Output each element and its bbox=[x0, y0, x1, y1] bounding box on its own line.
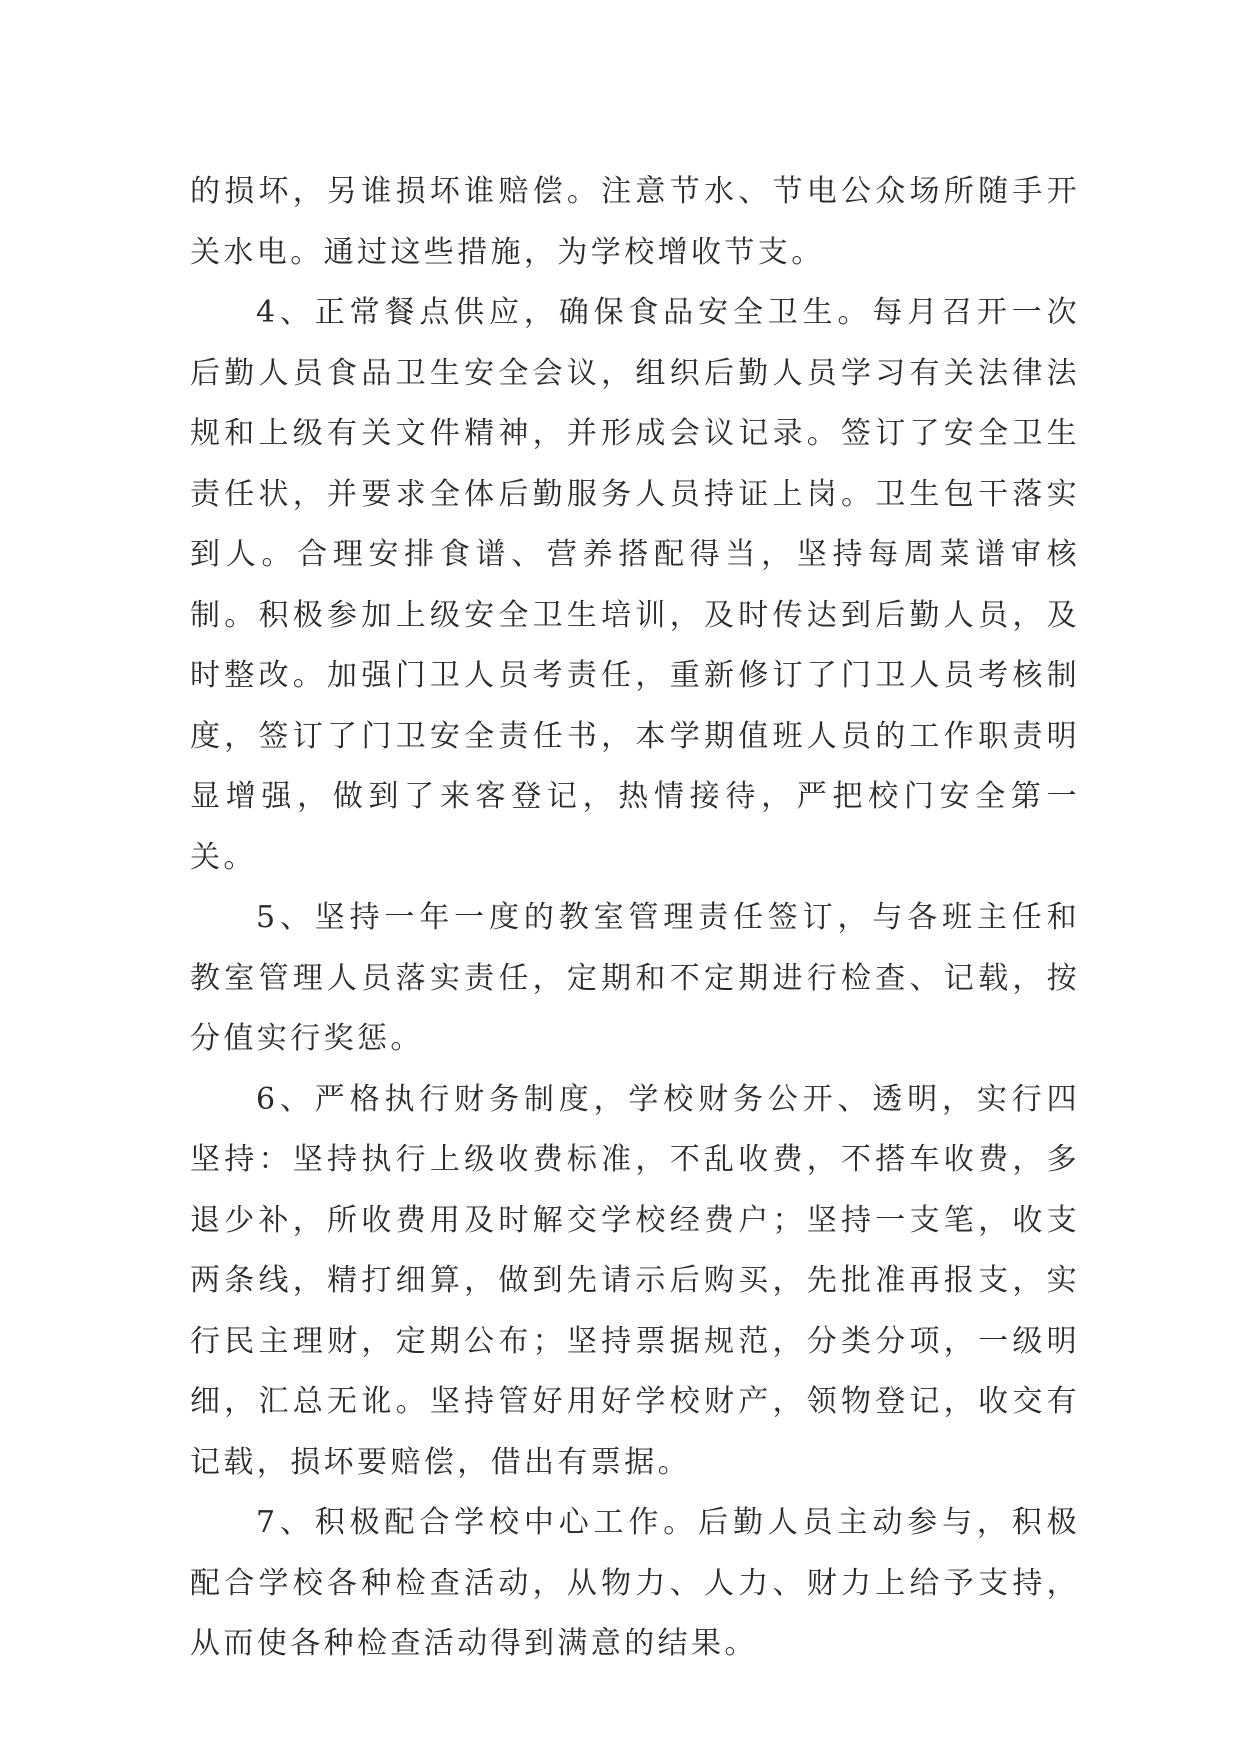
paragraph-item-7: 7、积极配合学校中心工作。后勤人员主动参与，积极配合学校各种检查活动，从物力、人力、财力上给予支持，从而使各种检查活动得到满意的结果。 bbox=[190, 1505, 1080, 1661]
paragraph-item-6: 6、严格执行财务制度，学校财务公开、透明，实行四坚持：坚持执行上级收费标准，不乱收费，不搭车收费，多退少补，所收费用及时解交学校经费户；坚持一支笔，收支两条线，精打细算，做到先请示后购买，先批准再报支，实行民主理财，定期公布；坚持票据规范，分类分项，一级明细，汇总无讹。坚持管好用好学校财产，领物登记，收交有记载，损坏要赔偿，借出有票据。 bbox=[190, 1081, 1080, 1480]
paragraph-continuation: 的损坏，另谁损坏谁赔偿。注意节水、节电公众场所随手开关水电。通过这些措施，为学校增收节支。 bbox=[190, 174, 1080, 270]
paragraph-item-5: 5、坚持一年一度的教室管理责任签订，与各班主任和教室管理人员落实责任，定期和不定期进行检查、记载，按分值实行奖惩。 bbox=[190, 900, 1080, 1056]
document-body bbox=[190, 162, 1080, 1675]
paragraph-item-4: 4、正常餐点供应，确保食品安全卫生。每月召开一次后勤人员食品卫生安全会议，组织后勤人员学习有关法律法规和上级有关文件精神，并形成会议记录。签订了安全卫生责任状，并要求全体后勤服务人员持证上岗。卫生包干落实到人。合理安排食谱、营养搭配得当，坚持每周菜谱审核制。积极参加上级安全卫生培训，及时传达到后勤人员，及时整改。加强门卫人员考责任，重新修订了门卫人员考核制度，签订了门卫安全责任书，本学期值班人员的工作职责明显增强，做到了来客登记，热情接待，严把校门安全第一关。 bbox=[190, 295, 1080, 875]
